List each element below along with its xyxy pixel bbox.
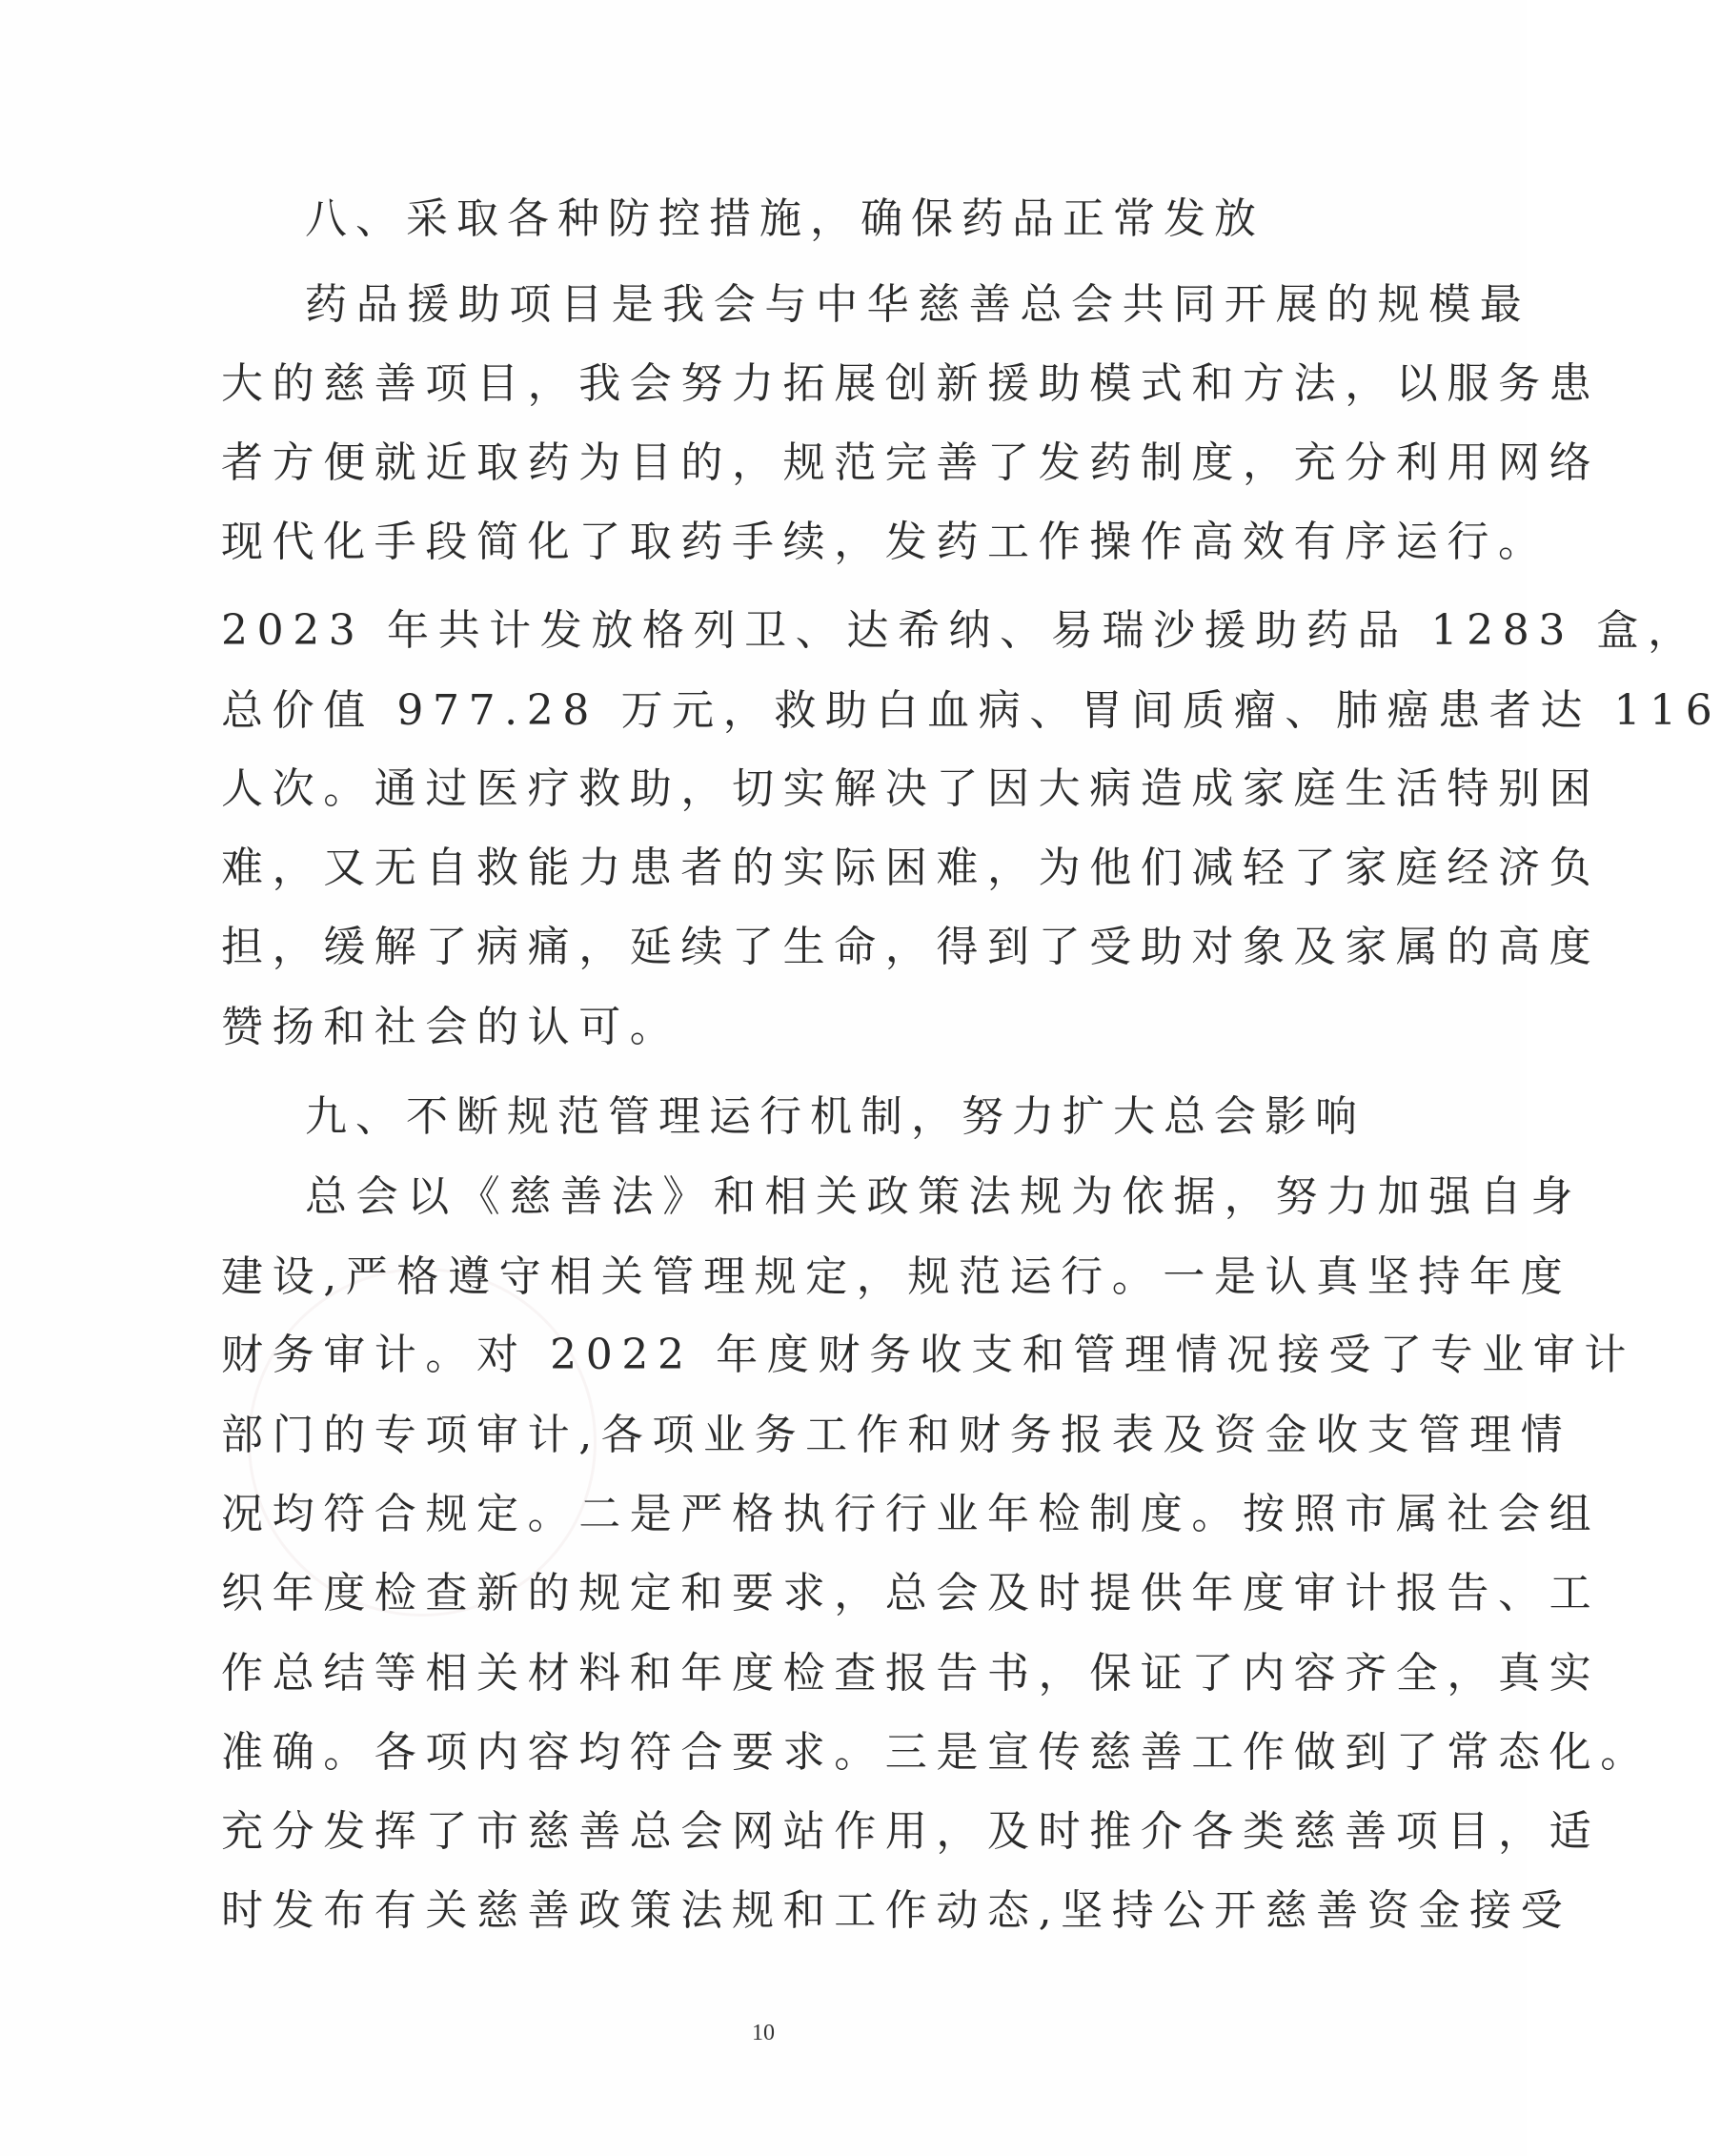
paragraph-line: 建设,严格遵守相关管理规定，规范运行。一是认真坚持年度: [221, 1252, 1572, 1301]
paragraph-line: 者方便就近取药为目的，规范完善了发药制度，充分利用网络: [221, 438, 1601, 487]
paragraph-line: 担，缓解了病痛，延续了生命，得到了受助对象及家属的高度: [221, 923, 1601, 971]
section-heading-8: 八、采取各种防控措施，确保药品正常发放: [305, 194, 1265, 243]
paragraph-line: 时发布有关慈善政策法规和工作动态,坚持公开慈善资金接受: [221, 1886, 1572, 1935]
paragraph-line: 总价值 977.28 万元，救助白血病、胃间质瘤、肺癌患者达 116: [221, 686, 1721, 735]
paragraph-line: 药品援助项目是我会与中华慈善总会共同开展的规模最: [305, 280, 1531, 329]
page-number: 10: [752, 2021, 775, 2045]
paragraph-line: 充分发挥了市慈善总会网站作用，及时推介各类慈善项目，适: [221, 1807, 1601, 1856]
paragraph-line: 况均符合规定。二是严格执行行业年检制度。按照市属社会组: [221, 1490, 1601, 1538]
paragraph-line: 部门的专项审计,各项业务工作和财务报表及资金收支管理情: [221, 1411, 1572, 1459]
paragraph-line: 总会以《慈善法》和相关政策法规为依据，努力加强自身: [305, 1172, 1582, 1221]
paragraph-line: 现代化手段简化了取药手续，发药工作操作高效有序运行。: [221, 518, 1549, 566]
paragraph-line: 准确。各项内容均符合要求。三是宣传慈善工作做到了常态化。: [221, 1728, 1651, 1777]
paragraph-line: 财务审计。对 2022 年度财务收支和管理情况接受了专业审计: [221, 1331, 1635, 1379]
paragraph-line: 2023 年共计发放格列卫、达希纳、易瑞沙援助药品 1283 盒，: [221, 606, 1699, 655]
paragraph-line: 织年度检查新的规定和要求，总会及时提供年度审计报告、工: [221, 1569, 1601, 1617]
paragraph-line: 作总结等相关材料和年度检查报告书，保证了内容齐全，真实: [221, 1649, 1601, 1698]
paragraph-line: 难，又无自救能力患者的实际困难，为他们减轻了家庭经济负: [221, 844, 1601, 892]
paragraph-line: 大的慈善项目，我会努力拓展创新援助模式和方法，以服务患: [221, 359, 1601, 408]
section-heading-9: 九、不断规范管理运行机制，努力扩大总会影响: [305, 1092, 1366, 1141]
paragraph-line: 赞扬和社会的认可。: [221, 1003, 681, 1051]
paragraph-line: 人次。通过医疗救助，切实解决了因大病造成家庭生活特别困: [221, 764, 1601, 813]
